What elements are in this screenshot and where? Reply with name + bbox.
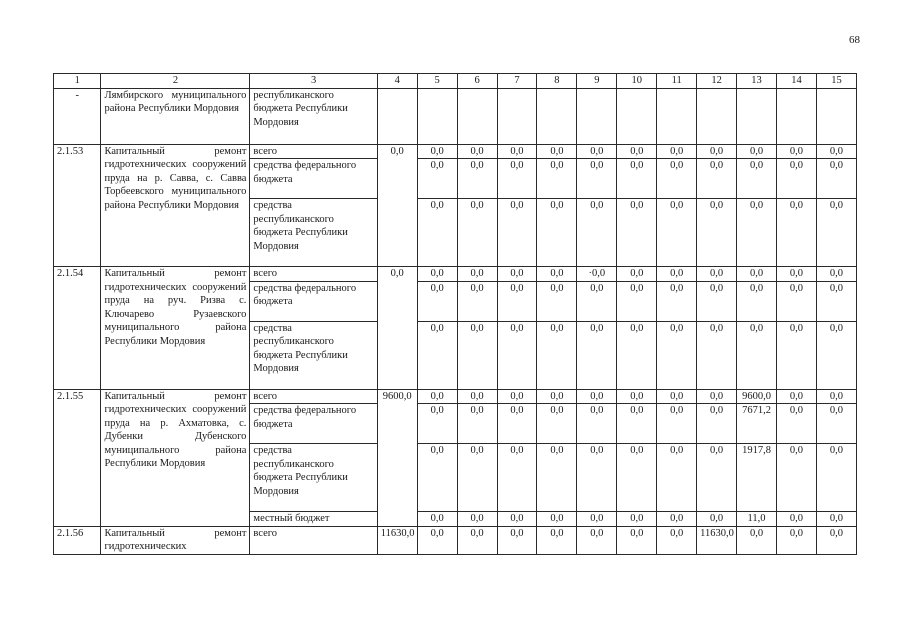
- table-row: [54, 144, 857, 159]
- column-header: 8: [537, 74, 577, 89]
- value-cell: 0,0: [816, 512, 856, 527]
- column-header: 3: [250, 74, 377, 89]
- value-cell: 0,0: [577, 281, 617, 321]
- value-cell: 0,0: [737, 144, 777, 159]
- value-cell: 0,0: [577, 321, 617, 389]
- value-cell: 0,0: [776, 404, 816, 444]
- value-cell: 0,0: [577, 159, 617, 199]
- funding-source: средства федерального бюджета: [250, 404, 377, 444]
- column-number-header: [54, 74, 857, 89]
- value-cell: 0,0: [737, 526, 777, 554]
- value-cell: 0,0: [537, 444, 577, 512]
- value-cell: 0,0: [697, 159, 737, 199]
- value-cell: 0,0: [537, 526, 577, 554]
- value-cell: 0,0: [497, 512, 537, 527]
- value-cell: 0,0: [577, 144, 617, 159]
- value-cell: 0,0: [617, 321, 657, 389]
- value-cell: 0,0: [457, 267, 497, 282]
- funding-source: средства республиканского бюджета Республики Мордовия: [250, 444, 377, 512]
- value-cell: ·0,0: [577, 267, 617, 282]
- value-cell: 0,0: [816, 159, 856, 199]
- value-cell: 0,0: [657, 444, 697, 512]
- value-cell: 0,0: [497, 526, 537, 554]
- value-cell: 0,0: [537, 199, 577, 267]
- value-cell: 7671,2: [737, 404, 777, 444]
- funding-source: средства федерального бюджета: [250, 159, 377, 199]
- value-cell: 0,0: [816, 199, 856, 267]
- value-cell: 11,0: [737, 512, 777, 527]
- value-cell: 0,0: [657, 512, 697, 527]
- value-cell: 0,0: [816, 526, 856, 554]
- total-value: 9600,0: [377, 389, 417, 526]
- value-cell: 0,0: [816, 267, 856, 282]
- value-cell: 0,0: [417, 281, 457, 321]
- total-value: 0,0: [377, 267, 417, 390]
- value-cell: 0,0: [577, 404, 617, 444]
- value-cell: 0,0: [697, 144, 737, 159]
- value-cell: 0,0: [776, 199, 816, 267]
- value-cell: 0,0: [577, 444, 617, 512]
- value-cell: 0,0: [457, 444, 497, 512]
- value-cell: 0,0: [457, 512, 497, 527]
- item-name: Лямбирского муниципального района Республики Мордовия: [101, 88, 250, 144]
- value-cell: 0,0: [457, 389, 497, 404]
- value-cell: 0,0: [417, 267, 457, 282]
- table-row: [54, 267, 857, 282]
- value-cell: 0,0: [697, 267, 737, 282]
- value-cell: 0,0: [417, 199, 457, 267]
- value-cell: 0,0: [776, 526, 816, 554]
- value-cell: 0,0: [577, 526, 617, 554]
- value-cell: 0,0: [617, 199, 657, 267]
- value-cell: 0,0: [697, 512, 737, 527]
- value-cell: 0,0: [457, 281, 497, 321]
- value-cell: 0,0: [457, 526, 497, 554]
- funding-source: местный бюджет: [250, 512, 377, 527]
- value-cell: 9600,0: [737, 389, 777, 404]
- value-cell: 0,0: [457, 159, 497, 199]
- value-cell: 0,0: [617, 526, 657, 554]
- empty-cell: [537, 88, 577, 144]
- value-cell: 0,0: [657, 321, 697, 389]
- value-cell: 0,0: [497, 404, 537, 444]
- value-cell: 0,0: [417, 321, 457, 389]
- empty-cell: [457, 88, 497, 144]
- value-cell: 0,0: [457, 404, 497, 444]
- value-cell: 0,0: [776, 321, 816, 389]
- value-cell: 0,0: [537, 267, 577, 282]
- value-cell: 0,0: [417, 159, 457, 199]
- value-cell: 0,0: [816, 144, 856, 159]
- value-cell: 0,0: [617, 512, 657, 527]
- funding-source: средства республиканского бюджета Республики Мордовия: [250, 199, 377, 267]
- funding-source: республиканского бюджета Республики Мордовия: [250, 88, 377, 144]
- value-cell: 0,0: [816, 281, 856, 321]
- value-cell: 0,0: [537, 281, 577, 321]
- value-cell: 0,0: [776, 267, 816, 282]
- value-cell: 0,0: [617, 389, 657, 404]
- value-cell: 0,0: [657, 281, 697, 321]
- funding-source: всего: [250, 526, 377, 554]
- empty-cell: [776, 88, 816, 144]
- empty-cell: [816, 88, 856, 144]
- value-cell: 11630,0: [697, 526, 737, 554]
- value-cell: 0,0: [457, 144, 497, 159]
- column-header: 9: [577, 74, 617, 89]
- value-cell: 0,0: [537, 404, 577, 444]
- value-cell: 0,0: [497, 159, 537, 199]
- value-cell: 0,0: [577, 389, 617, 404]
- value-cell: 0,0: [537, 144, 577, 159]
- funding-source: всего: [250, 267, 377, 282]
- value-cell: 0,0: [617, 281, 657, 321]
- value-cell: 0,0: [737, 199, 777, 267]
- value-cell: 0,0: [577, 199, 617, 267]
- value-cell: 0,0: [417, 404, 457, 444]
- column-header: 5: [417, 74, 457, 89]
- value-cell: 0,0: [776, 389, 816, 404]
- value-cell: 0,0: [816, 444, 856, 512]
- value-cell: 0,0: [417, 389, 457, 404]
- value-cell: 0,0: [497, 321, 537, 389]
- value-cell: 0,0: [617, 159, 657, 199]
- table-row: [54, 389, 857, 404]
- value-cell: 0,0: [657, 159, 697, 199]
- value-cell: 0,0: [697, 199, 737, 267]
- empty-cell: [737, 88, 777, 144]
- value-cell: 0,0: [497, 281, 537, 321]
- value-cell: 0,0: [816, 389, 856, 404]
- column-header: 7: [497, 74, 537, 89]
- total-value: 0,0: [377, 144, 417, 267]
- column-header: 4: [377, 74, 417, 89]
- value-cell: 0,0: [417, 444, 457, 512]
- funding-source: всего: [250, 144, 377, 159]
- column-header: 2: [101, 74, 250, 89]
- value-cell: 0,0: [737, 267, 777, 282]
- value-cell: 0,0: [697, 389, 737, 404]
- value-cell: 0,0: [657, 144, 697, 159]
- value-cell: 0,0: [657, 404, 697, 444]
- value-cell: 0,0: [457, 199, 497, 267]
- value-cell: 0,0: [537, 389, 577, 404]
- column-header: 12: [697, 74, 737, 89]
- value-cell: 0,0: [497, 144, 537, 159]
- empty-cell: [377, 88, 417, 144]
- value-cell: 0,0: [697, 321, 737, 389]
- empty-cell: [657, 88, 697, 144]
- value-cell: 0,0: [417, 512, 457, 527]
- value-cell: 0,0: [617, 144, 657, 159]
- value-cell: 0,0: [577, 512, 617, 527]
- value-cell: 0,0: [497, 199, 537, 267]
- value-cell: 0,0: [776, 281, 816, 321]
- funding-source: средства республиканского бюджета Республики Мордовия: [250, 321, 377, 389]
- column-header: 15: [816, 74, 856, 89]
- item-code: 2.1.55: [54, 389, 101, 526]
- value-cell: 0,0: [737, 321, 777, 389]
- funding-source: средства федерального бюджета: [250, 281, 377, 321]
- value-cell: 0,0: [537, 512, 577, 527]
- value-cell: 0,0: [537, 159, 577, 199]
- value-cell: 0,0: [537, 321, 577, 389]
- value-cell: 0,0: [737, 159, 777, 199]
- column-header: 1: [54, 74, 101, 89]
- column-header: 13: [737, 74, 777, 89]
- value-cell: 1917,8: [737, 444, 777, 512]
- value-cell: 0,0: [776, 144, 816, 159]
- value-cell: 0,0: [457, 321, 497, 389]
- table-body: [54, 74, 857, 555]
- empty-cell: [697, 88, 737, 144]
- value-cell: 0,0: [617, 267, 657, 282]
- value-cell: 0,0: [776, 159, 816, 199]
- value-cell: 0,0: [776, 444, 816, 512]
- row-marker: -: [54, 88, 101, 144]
- value-cell: 0,0: [657, 267, 697, 282]
- value-cell: 0,0: [816, 321, 856, 389]
- value-cell: 0,0: [497, 267, 537, 282]
- value-cell: 0,0: [617, 404, 657, 444]
- carry-over-row: [54, 88, 857, 144]
- value-cell: 0,0: [657, 199, 697, 267]
- empty-cell: [577, 88, 617, 144]
- value-cell: 0,0: [497, 444, 537, 512]
- column-header: 10: [617, 74, 657, 89]
- item-name: Капитальный ремонт гидротехнических: [101, 526, 250, 554]
- value-cell: 0,0: [417, 526, 457, 554]
- value-cell: 0,0: [497, 389, 537, 404]
- column-header: 11: [657, 74, 697, 89]
- funding-source: всего: [250, 389, 377, 404]
- value-cell: 0,0: [657, 389, 697, 404]
- item-name: Капитальный ремонт гидротехнических сооружений пруда на руч. Ризва с. Ключарево Рузаевского муниципального района Республики Мордовия: [101, 267, 250, 390]
- item-code: 2.1.54: [54, 267, 101, 390]
- column-header: 14: [776, 74, 816, 89]
- value-cell: 0,0: [417, 144, 457, 159]
- value-cell: 0,0: [737, 281, 777, 321]
- value-cell: 0,0: [657, 526, 697, 554]
- empty-cell: [617, 88, 657, 144]
- value-cell: 0,0: [816, 404, 856, 444]
- empty-cell: [417, 88, 457, 144]
- item-name: Капитальный ремонт гидротехнических сооружений пруда на р. Ахматовка, с. Дубенки Дубенского муниципального района Республики Мордовия: [101, 389, 250, 526]
- column-header: 6: [457, 74, 497, 89]
- value-cell: 0,0: [776, 512, 816, 527]
- page-number: 68: [849, 34, 860, 46]
- value-cell: 0,0: [697, 281, 737, 321]
- table-row: [54, 526, 857, 554]
- value-cell: 0,0: [697, 444, 737, 512]
- budget-table: [53, 73, 857, 555]
- item-code: 2.1.53: [54, 144, 101, 267]
- value-cell: 0,0: [617, 444, 657, 512]
- item-name: Капитальный ремонт гидротехнических сооружений пруда на р. Савва, с. Савва Торбеевского муниципального района Республики Мордовия: [101, 144, 250, 267]
- empty-cell: [497, 88, 537, 144]
- item-code: 2.1.56: [54, 526, 101, 554]
- total-value: 11630,0: [377, 526, 417, 554]
- value-cell: 0,0: [697, 404, 737, 444]
